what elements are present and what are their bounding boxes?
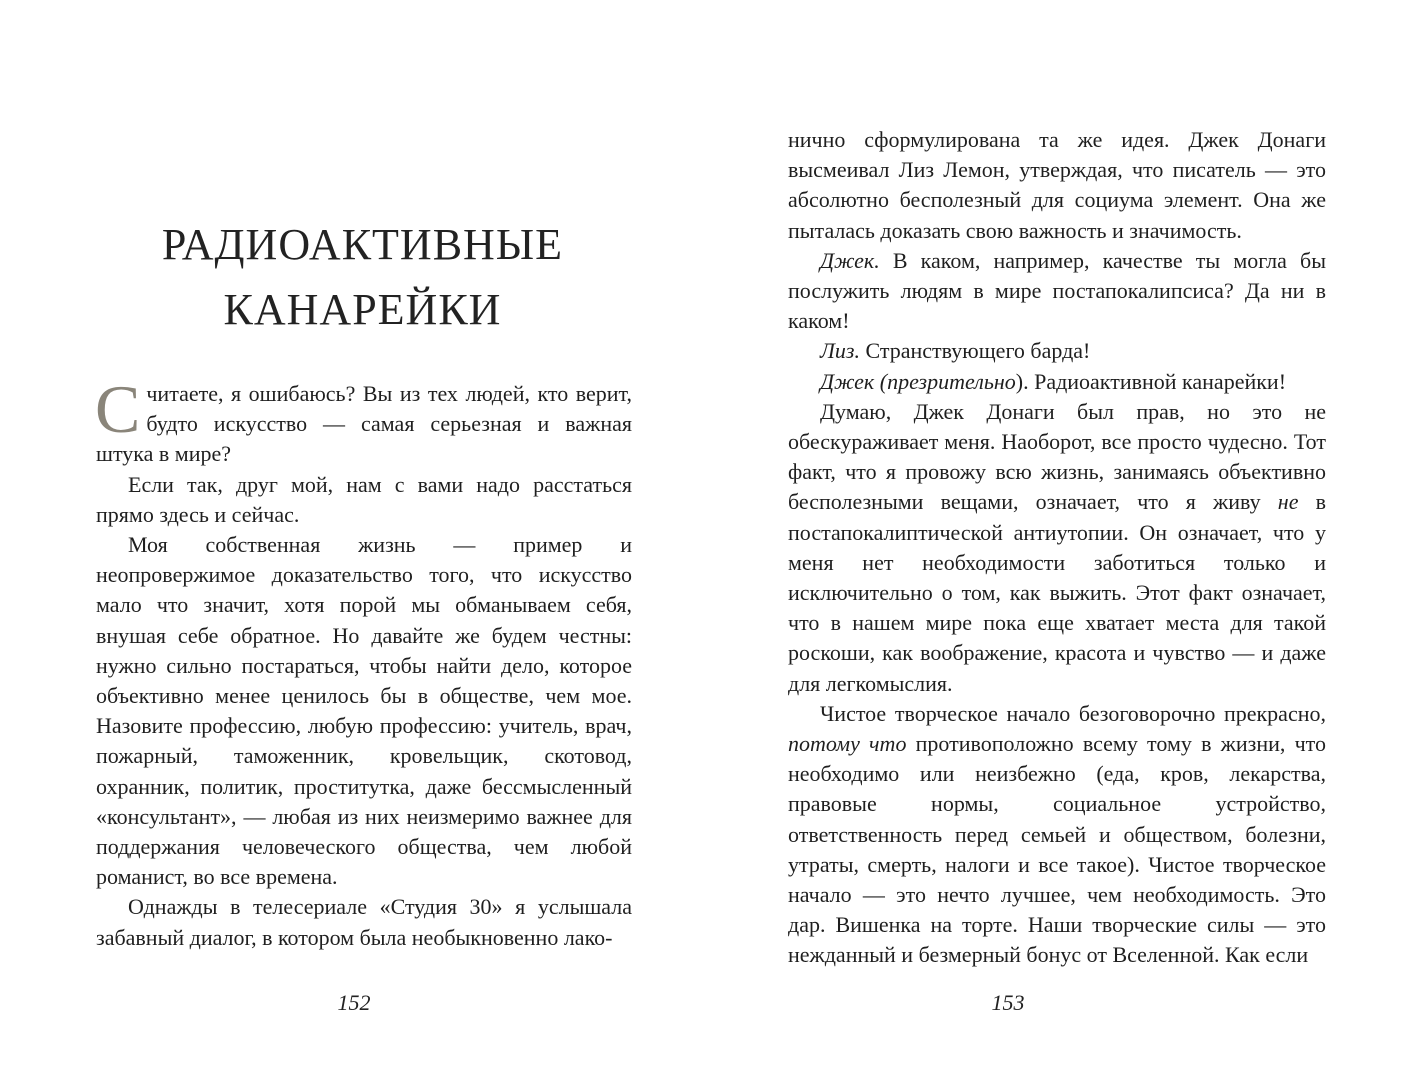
speaker-close: ). [1015,368,1029,394]
speaker-name: Лиз. [820,338,860,364]
text-segment: Чистое творческое начало безоговорочно прекрасно, [820,700,1326,726]
stage-direction: презрительно [887,368,1016,394]
emphasis: не [1277,489,1299,515]
paragraph-1 [95,371,632,470]
paragraph-5 [788,397,1326,699]
page-number-left: 152 [337,990,371,1015]
chapter-title [90,212,635,342]
paragraph-1-text: читаете, я ошибаюсь? Вы из тех людей, кто верит, будто искусство — самая серьезная и важная штука в мире? [96,381,632,467]
chapter-title-line-1: РАДИОАКТИВНЫЕ [161,220,564,269]
dialogue-liz [788,336,1326,366]
drop-cap: С [95,371,141,447]
left-page-body [95,371,632,953]
right-page-body [788,125,1326,971]
paragraph-1: нично сформулирована та же идея. Джек Донаги высмеивал Лиз Лемон, утверждая, что писатель — это абсолютно бесполезный для социума элемент. Она же пыталась доказать свою важность и значимость. [788,127,1326,243]
dialogue-jack-1 [788,246,1326,337]
dialogue-text: В каком, например, качестве ты могла бы послужить людям в мире постапокалипсиса? Да ни в каком! [788,247,1326,334]
dialogue-jack-2 [788,367,1326,397]
page-number-right: 153 [991,990,1025,1015]
text-segment: в постапокалиптической антиутопии. Он означает, что у меня нет необходимости заботиться только и исключительно о том, как выжить. Этот факт означает, что в нашем мире пока еще хватает места для такой роскоши, как воображение, красота и чувство — и даже для легкомыслия. [788,489,1327,696]
right-page [712,0,1424,1080]
paragraph-6 [788,699,1326,971]
paragraph-3: Моя собственная жизнь — пример и неопровержимое доказательство того, что искусство мало что значит, хотя порой мы обманываем себя, внушая себе обратное. Но давайте же будем честны: нужно сильно постараться, чтобы найти дело, которое объективно менее ценилось бы в обществе, чем мое. Назовите профессию, любую профессию: учитель, врач, пожарный, таможенник, кровельщик, скотовод, охранник, политик, проститутка, даже бессмысленный «консультант», — любая из них неизмеримо важнее для поддержания человеческого общества, чем любой романист, во все времена. [96,532,632,890]
speaker-name: Джек ( [820,368,888,394]
emphasis: потому что [788,731,907,757]
text-segment: Думаю, Джек Донаги был прав, но это не обескураживает меня. Наоборот, все просто чудесно. Тот факт, что я провожу всю жизнь, занимаясь объективно бесполезными вещами, означает, что я живу [788,398,1326,515]
chapter-title-line-2: КАНАРЕЙКИ [223,285,502,334]
dialogue-text: Странствующего барда! [859,338,1091,364]
paragraph-4: Однажды в телесериале «Студия 30» я услышала забавный диалог, в котором была необыкновенно лако- [96,894,632,950]
text-segment: противоположно всему тому в жизни, что необходимо или неизбежно (еда, кров, лекарства, правовые нормы, социальное устройство, ответственность перед семьей и обществом, болезни, утраты, смерть, налоги и все такое). Чистое творческое начало — это нечто лучшее, чем необходимость. Это дар. Вишенка на торте. Наши творческие силы — это нежданный и безмерный бонус от Вселенной. Как если [788,731,1326,968]
dialogue-text: Радиоактивной канарейки! [1028,368,1287,394]
speaker-name: Джек. [820,247,880,273]
paragraph-2: Если так, друг мой, нам с вами надо расстаться прямо здесь и сейчас. [96,471,632,527]
